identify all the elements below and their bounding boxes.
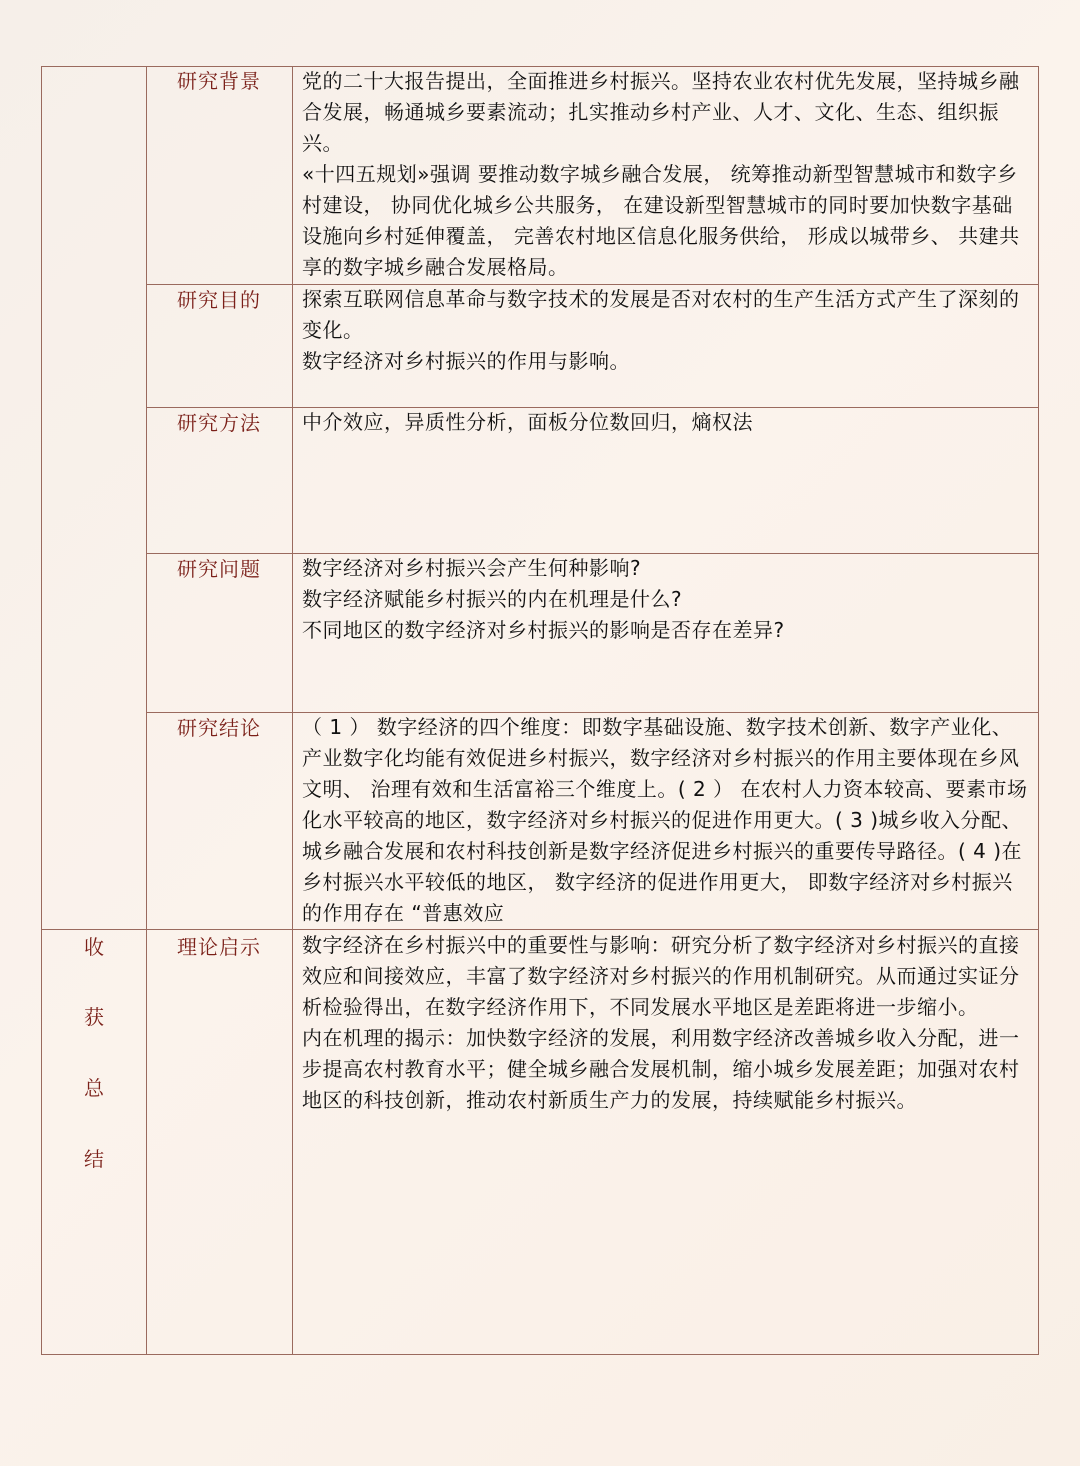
row-label-method: 研究方法	[177, 411, 261, 435]
side-label-char: 结	[84, 1147, 104, 1171]
content-paragraph: «十四五规划»强调 要推动数字城乡融合发展， 统筹推动新型智慧城市和数字乡村建设， 协同优化城乡公共服务， 在建设新型智慧城市的同时要加快数字基础设施向乡村延伸覆盖， 完善农村地区信息化服务供给， 形成以城带乡、 共建共享的数字城乡融合发展格局。	[302, 162, 1020, 279]
content-paragraph: 数字经济赋能乡村振兴的内在机理是什么?	[302, 587, 683, 611]
content-paragraph: 内在机理的揭示：加快数字经济的发展，利用数字经济改善城乡收入分配，进一步提高农村教育水平；健全城乡融合发展机制，缩小城乡发展差距；加强对农村地区的科技创新，推动农村新质生产力的发展，持续赋能乡村振兴。	[302, 1026, 1020, 1112]
row-content-conclusion	[302, 712, 1028, 929]
row-label-implication: 理论启示	[177, 935, 261, 959]
content-paragraph: 中介效应，异质性分析，面板分位数回归，熵权法	[302, 410, 753, 434]
content-paragraph: 党的二十大报告提出，全面推进乡村振兴。坚持农业农村优先发展，坚持城乡融合发展，畅通城乡要素流动；扎实推动乡村产业、人才、文化、生态、组织振兴。	[302, 69, 1020, 155]
grid-line	[146, 66, 147, 1355]
row-label-conclusion: 研究结论	[177, 716, 261, 740]
side-label-char: 收	[84, 935, 104, 959]
content-paragraph: 不同地区的数字经济对乡村振兴的影响是否存在差异?	[302, 618, 785, 642]
row-label-background: 研究背景	[177, 69, 261, 93]
row-content-questions	[302, 553, 1028, 646]
row-content-implication	[302, 930, 1028, 1116]
row-label-questions: 研究问题	[177, 557, 261, 581]
row-label-purpose: 研究目的	[177, 288, 261, 312]
content-paragraph: 探索互联网信息革命与数字技术的发展是否对农村的生产生活方式产生了深刻的变化。	[302, 287, 1020, 342]
grid-line	[292, 66, 293, 1355]
content-paragraph: 数字经济在乡村振兴中的重要性与影响：研究分析了数字经济对乡村振兴的直接效应和间接效应，丰富了数字经济对乡村振兴的作用机制研究。从而通过实证分析检验得出，在数字经济作用下，不同发展水平地区是差距将进一步缩小。	[302, 933, 1020, 1019]
row-content-method	[302, 407, 1028, 438]
side-label-char: 获	[84, 1005, 104, 1029]
row-content-purpose	[302, 284, 1028, 377]
side-label-char: 总	[84, 1076, 104, 1100]
content-paragraph: 数字经济对乡村振兴会产生何种影响?	[302, 556, 642, 580]
content-paragraph: 数字经济对乡村振兴的作用与影响。	[302, 349, 630, 373]
row-content-background	[302, 66, 1028, 283]
content-paragraph: （ 1 ） 数字经济的四个维度：即数字基础设施、数字技术创新、数字产业化、产业数字化均能有效促进乡村振兴，数字经济对乡村振兴的作用主要体现在乡风文明、 治理有效和生活富裕三个维度上。( 2 ） 在农村人力资本较高、要素市场化水平较高的地区，数字经济对乡村振兴的促进作用更大。( 3 )城乡收入分配、城乡融合发展和农村科技创新是数字经济促进乡村振兴的重要传导路径。( 4 )在乡村振兴水平较低的地区， 数字经济的促进作用更大， 即数字经济对乡村振兴的作用存在 “普惠效应	[302, 715, 1028, 925]
